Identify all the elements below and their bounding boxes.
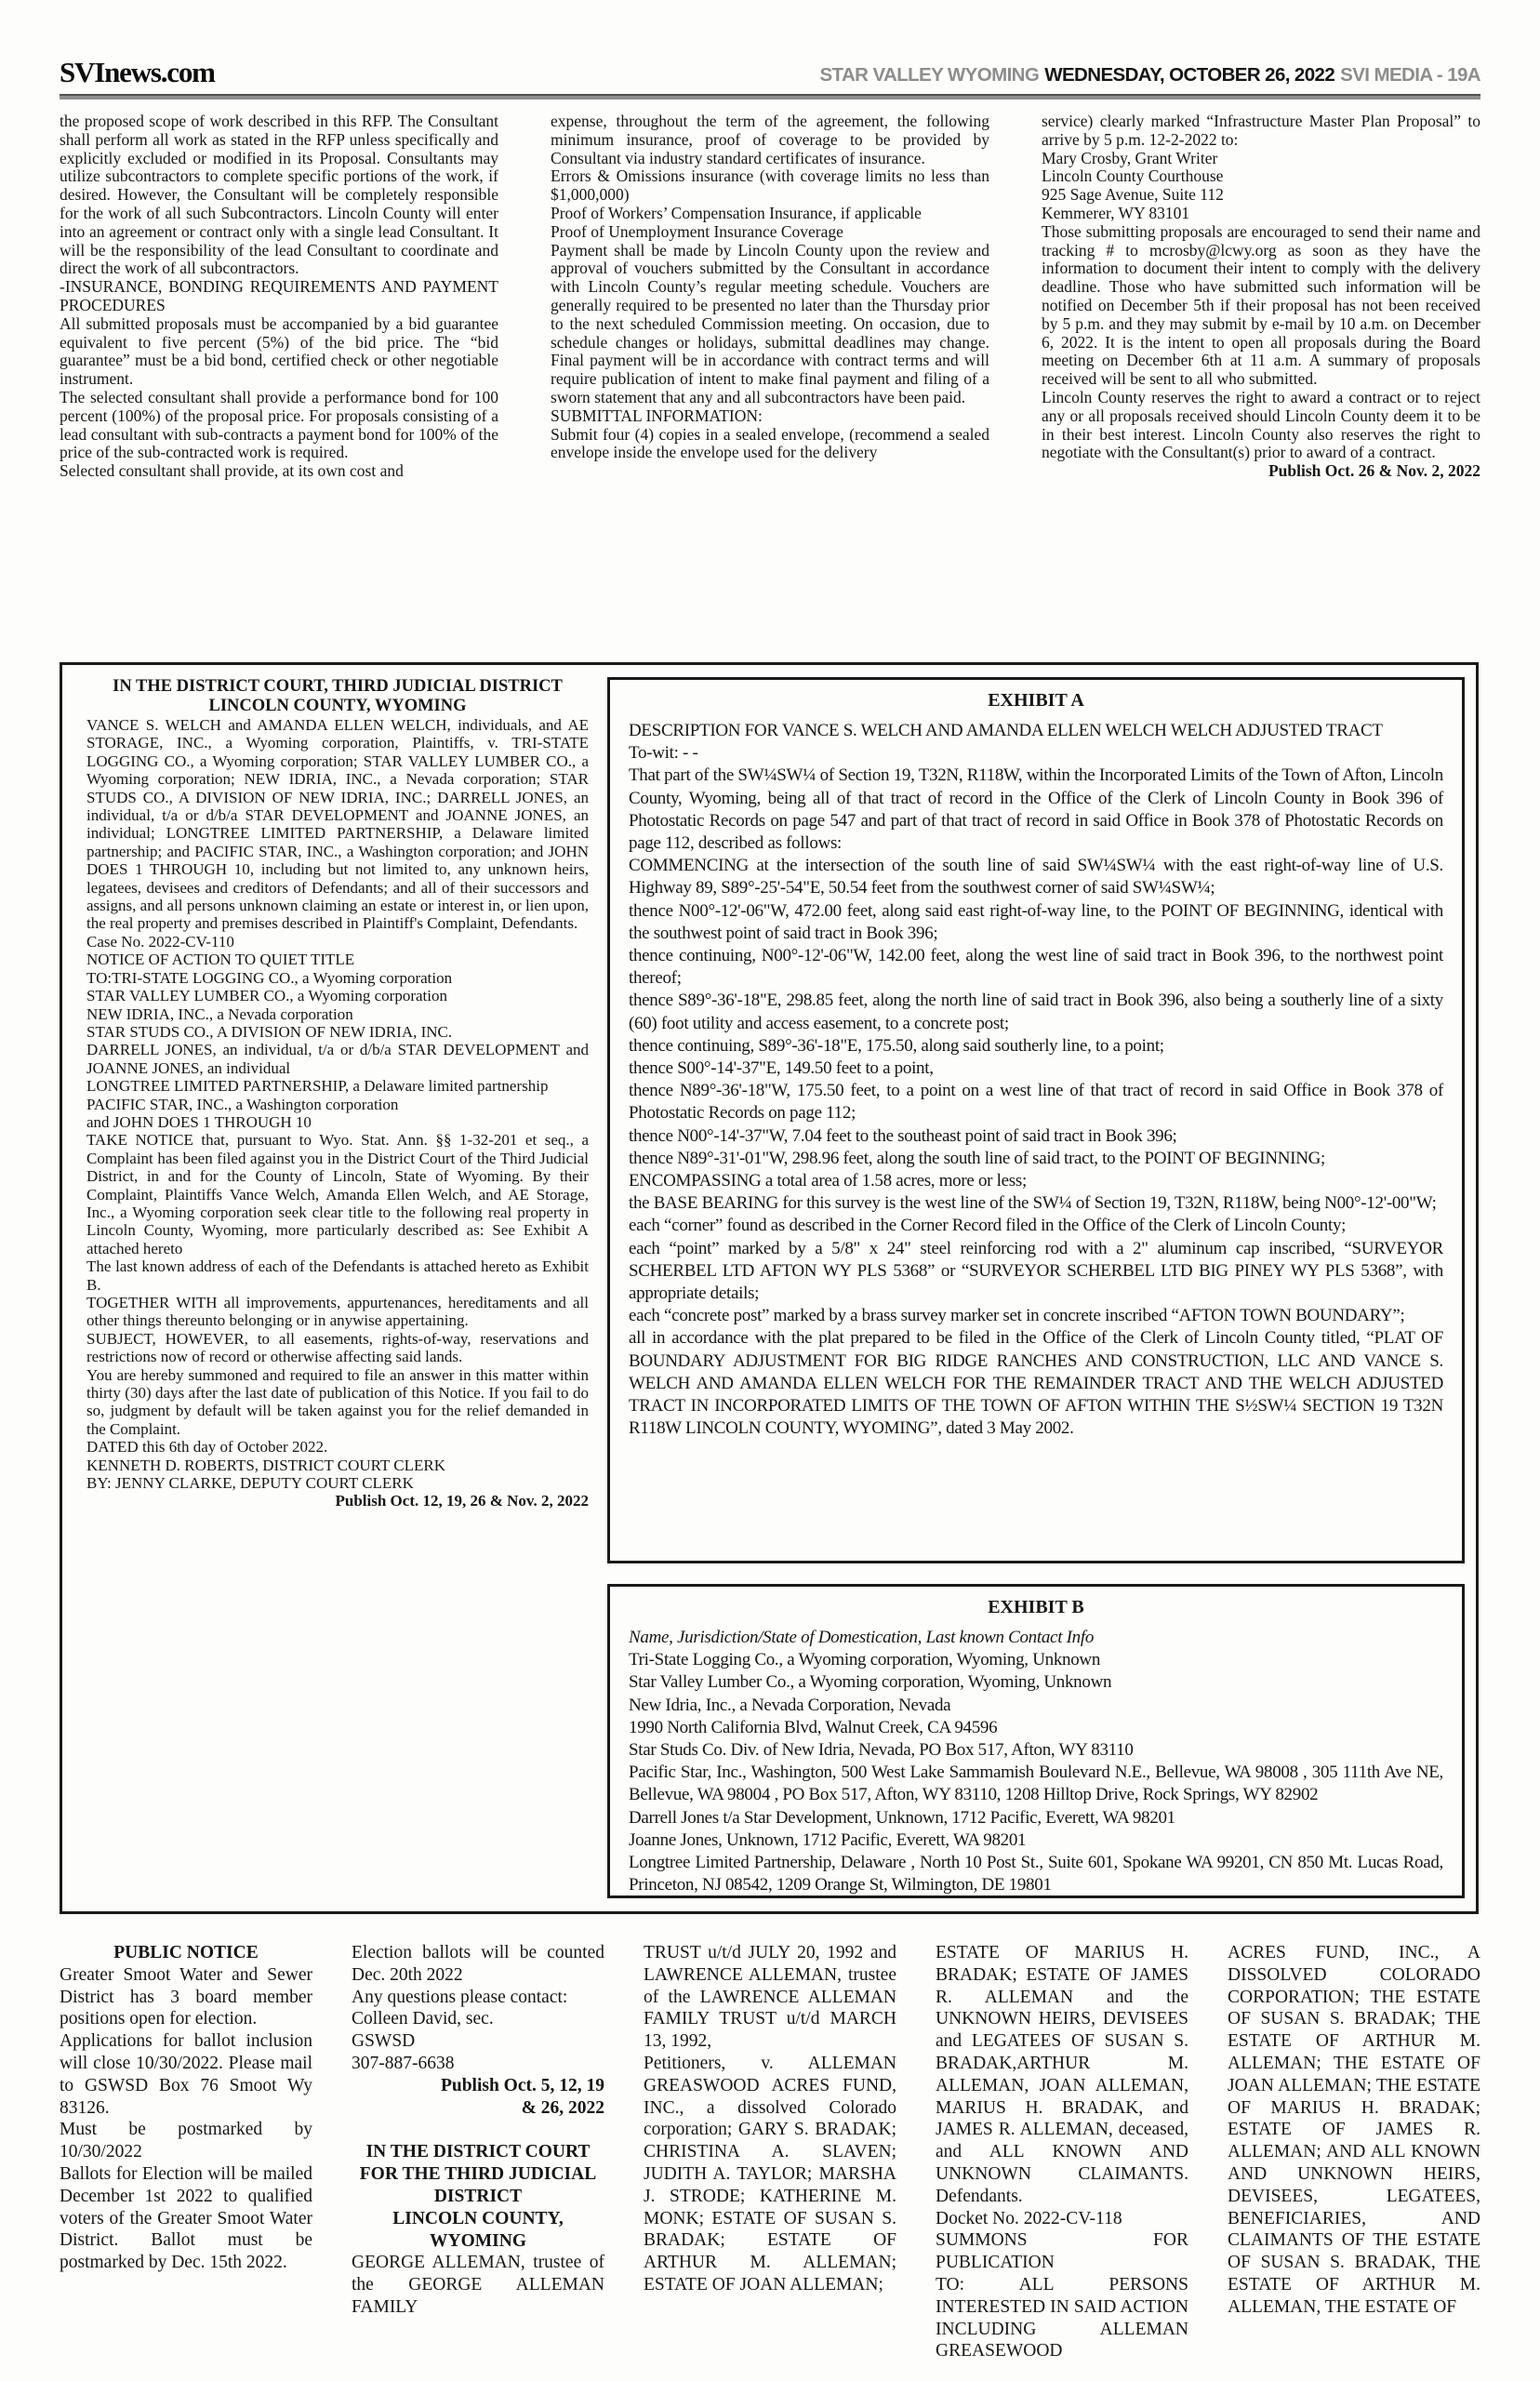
- legal-description-line: the BASE BEARING for this survey is the west line of the SW¼ of Section 19, T32N, R118W, being N00°-12'-00"W;: [629, 1193, 1437, 1214]
- court-heading-line: LINCOLN COUNTY, WYOMING: [208, 697, 467, 715]
- rfp-column-3: [1042, 113, 1480, 481]
- paragraph: Ballots for Election will be mailed December 1st 2022 to qualified voters of the Greater Smoot Water District. Ballot must be postmarked by Dec. 15th 2022.: [60, 2163, 312, 2273]
- publish-line: Publish Oct. 5, 12, 19: [440, 2075, 604, 2095]
- paragraph: Colleen David, sec.: [352, 2009, 494, 2029]
- paragraph: SUMMONS FOR PUBLICATION: [936, 2230, 1188, 2273]
- exhibit-b-entries: [629, 1649, 1443, 1896]
- paragraph: KENNETH D. ROBERTS, DISTRICT COURT CLERK: [86, 1456, 445, 1474]
- paragraph: the proposed scope of work described in this RFP. The Consultant shall perform all work as stated in the RFP unless specifically and explicitly excluded or modified in its Proposal. Consultants may utilize subcontractors to complete specific portions of the work, if desired. However, the Consultant will be completely responsible for the work of all such Subcontractors. Lincoln County will enter into an agreement or contract only with a single lead Consultant. It will be the responsibility of the lead Consultant to coordinate and direct the work of all subcontractors.: [60, 112, 498, 278]
- public-notice-title: PUBLIC NOTICE: [113, 1943, 259, 1962]
- exhibit-a-title: EXHIBIT A: [988, 690, 1084, 711]
- legal-description-line: thence continuing, N00°-12'-06"W, 142.00 feet, along the west line of said tract in Book 396, to the northwest point thereof;: [629, 946, 1443, 989]
- paragraph: All submitted proposals must be accompanied by a bid guarantee equivalent to five percent (5%) of the bid price. The “bid guarantee” must be a bid bond, certified check or other negotiable instrument.: [60, 313, 498, 389]
- legal-description-line: thence S89°-36'-18"E, 298.85 feet, along the north line of said tract in Book 396, also being a southerly line of a sixty (60) foot utility and access easement, to a concrete post;: [629, 991, 1443, 1033]
- legal-description-line: each “concrete post” marked by a brass survey marker set in concrete inscribed “AFTON TOWN BOUNDARY”;: [629, 1306, 1405, 1326]
- paragraph: expense, throughout the term of the agreement, the following minimum insurance, proof of coverage to be provided by Consultant via industry standard certificates of insurance.: [551, 112, 989, 167]
- court-heading-line: LINCOLN COUNTY, WYOMING: [392, 2208, 564, 2251]
- paragraph: TO: ALL PERSONS INTERESTED IN SAID ACTION INCLUDING ALLEMAN GREASEWOOD: [936, 2274, 1188, 2361]
- paragraph: PACIFIC STAR, INC., a Washington corporation: [86, 1095, 399, 1113]
- defendant-address-line: New Idria, Inc., a Nevada Corporation, Nevada: [629, 1695, 951, 1715]
- paragraph: Election ballots will be counted Dec. 20th 2022: [352, 1943, 604, 1985]
- paragraph: Submit four (4) copies in a sealed envelope, (recommend a sealed envelope inside the envelope used for the delivery: [551, 424, 989, 462]
- paragraph: STAR VALLEY LUMBER CO., a Wyoming corporation: [86, 987, 447, 1005]
- paragraph: DARRELL JONES, an individual, t/a or d/b/a STAR DEVELOPMENT and JOANNE JONES, an individual: [86, 1041, 589, 1077]
- paragraph: 925 Sage Avenue, Suite 112: [1042, 185, 1224, 205]
- paragraph: SUBMITTAL INFORMATION:: [551, 406, 763, 425]
- paragraph: Selected consultant shall provide, at its own cost and: [60, 461, 404, 481]
- bottom-column-4: [936, 1942, 1188, 2362]
- paragraph: Docket No. 2022-CV-118: [936, 2208, 1122, 2228]
- legal-description-line: thence N00°-14'-37"W, 7.04 feet to the southeast point of said tract in Book 396;: [629, 1125, 1177, 1146]
- defendant-address-line: Star Studs Co. Div. of New Idria, Nevada, PO Box 517, Afton, WY 83110: [629, 1740, 1134, 1761]
- legal-description-line: thence N00°-12'-06"W, 472.00 feet, along said east right-of-way line, to the POINT OF BEGINNING, identical with the southwest point of said tract in Book 396;: [629, 900, 1443, 943]
- legal-description-line: That part of the SW¼SW¼ of Section 19, T32N, R118W, within the Incorporated Limits of the Town of Afton, Lincoln County, Wyoming, being all of that tract of record in the Office of the Clerk of Lincoln County in Book 396 of Photostatic Records on page 547 and part of that tract of record in said Office in Book 378 of Photostatic Records on page 112, described as follows:: [629, 765, 1443, 854]
- paragraph: Payment shall be made by Lincoln County upon the review and approval of vouchers submitted by the Consultant in accordance with Lincoln County’s regular meeting schedule. Vouchers are generally required to be presented no later than the Thursday prior to the next scheduled Commission meeting. On occasion, due to schedule changes or holidays, submittal deadlines may change. Final payment will be in accordance with contract terms and will require publication of intent to make final payment and filing of a sworn statement that any and all subcontractors have been paid.: [551, 240, 989, 406]
- defendant-address-line: 1990 North California Blvd, Walnut Creek, CA 94596: [629, 1717, 998, 1737]
- exhibit-b-subtitle: Name, Jurisdiction/State of Domestication, Last known Contact Info: [629, 1628, 1095, 1647]
- court-notice-column: [86, 677, 589, 1510]
- legal-description-line: thence continuing, S89°-36'-18"E, 175.50, along said southerly line, to a point;: [629, 1035, 1164, 1056]
- exhibit-a-box: [607, 677, 1465, 1563]
- district-court-notice-box: [60, 662, 1479, 1914]
- paragraph: You are hereby summoned and required to file an answer in this matter within thirty (30) days after the last date of publication of this Notice. If you fail to do so, judgment by default will be taken against you for the relief demanded in the Complaint.: [86, 1365, 589, 1438]
- paragraph: Those submitting proposals are encouraged to send their name and tracking # to mcrosby@lcwy.org as soon as they have the information to document their intent to comply with the delivery deadline. Those who have submitted such information will be notified on December 5th if their proposal has not been received by 5 p.m. and they may submit by e-mail by 10 a.m. on December 6, 2022. It is the intent to open all proposals during the Board meeting on December 6th at 11 a.m. A summary of proposals received will be sent to all who submitted.: [1042, 221, 1480, 389]
- public-notice-column: [60, 1942, 312, 2362]
- paragraph: BY: JENNY CLARKE, DEPUTY COURT CLERK: [86, 1474, 414, 1493]
- header-location: STAR VALLEY WYOMING: [819, 64, 1040, 86]
- paragraph: NEW IDRIA, INC., a Nevada corporation: [86, 1004, 353, 1023]
- publish-line: & 26, 2022: [521, 2097, 604, 2118]
- legal-description-line: each “corner” found as described in the Corner Record filed in the Office of the Clerk of Lincoln County;: [629, 1216, 1347, 1236]
- paragraph: Lincoln County reserves the right to award a contract or to reject any or all proposals received should Lincoln County deem it to be in their best interest. Lincoln County also reserves the right to negotiate with the Consultant(s) prior to award of a contract.: [1042, 387, 1480, 462]
- rfp-column-3-paragraphs: [1042, 113, 1480, 462]
- legal-description-line: To-wit: - -: [629, 743, 698, 764]
- defendant-address-line: Joanne Jones, Unknown, 1712 Pacific, Everett, WA 98201: [629, 1829, 1027, 1850]
- publish-lines: [352, 2075, 604, 2120]
- paragraph: GEORGE ALLEMAN, trustee of the GEORGE ALLEMAN FAMILY: [352, 2253, 604, 2317]
- publish-line: Publish Oct. 12, 19, 26 & Nov. 2, 2022: [335, 1492, 589, 1510]
- paragraph: Mary Crosby, Grant Writer: [1042, 148, 1218, 167]
- exhibit-b-box: [607, 1584, 1465, 1898]
- paragraph: NOTICE OF ACTION TO QUIET TITLE: [86, 951, 355, 969]
- paragraph: Must be postmarked by 10/30/2022: [60, 2120, 312, 2162]
- court-heading-line: IN THE DISTRICT COURT: [365, 2142, 591, 2162]
- exhibit-b-title: EXHIBIT B: [988, 1597, 1084, 1617]
- paragraph: Applications for ballot inclusion will close 10/30/2022. Please mail to GSWSD Box 76 Smoot Wy 83126.: [60, 2031, 312, 2118]
- paragraph: TAKE NOTICE that, pursuant to Wyo. Stat. Ann. §§ 1-32-201 et seq., a Complaint has been filed against you in the District Court of the Third Judicial District, in and for the County of Lincoln, State of Wyoming. By their Complaint, Plaintiffs Vance Welch, Amanda Ellen Welch, and AE Storage, Inc., a Wyoming corporation seek clear title to the following real property in Lincoln County, Wyoming, more particularly described as: See Exhibit A attached hereto: [86, 1131, 589, 1257]
- paragraph: Kemmerer, WY 83101: [1042, 203, 1190, 222]
- defendant-address-line: Pacific Star, Inc., Washington, 500 West Lake Sammamish Boulevard N.E., Bellevue, WA 98008 , 305 111th Ave NE, Bellevue, WA 98004 , PO Box 517, Afton, WY 83110, 1208 Hilltop Drive, Rock Springs, WY 82902: [629, 1762, 1443, 1805]
- paragraph: 307-887-6638: [352, 2053, 455, 2073]
- court-heading-line: FOR THE THIRD JUDICIAL: [359, 2164, 597, 2185]
- court-heading-lines: [352, 2141, 604, 2252]
- defendant-address-line: Longtree Limited Partnership, Delaware , North 10 Post St., Suite 601, Spokane WA 99201, CN 850 Mt. Lucas Road, Princeton, NJ 08542, 1209 Orange St, Wilmington, DE 19801: [629, 1853, 1443, 1895]
- legal-description-line: ENCOMPASSING a total area of 1.58 acres, more or less;: [629, 1171, 1027, 1191]
- column-2-paragraphs: [352, 1942, 604, 2075]
- paragraph: and JOHN DOES 1 THROUGH 10: [86, 1112, 312, 1131]
- header-dateline: [819, 64, 1480, 89]
- court-notice-paragraphs: [86, 716, 589, 1492]
- defendant-address-line: Star Valley Lumber Co., a Wyoming corporation, Wyoming, Unknown: [629, 1672, 1112, 1693]
- rfp-notice-section: [60, 113, 1480, 481]
- paragraph: TRUST u/t/d JULY 20, 1992 and LAWRENCE ALLEMAN, trustee of the LAWRENCE ALLEMAN FAMILY TRUST u/t/d MARCH 13, 1992,: [644, 1943, 896, 2052]
- court-heading-line: DISTRICT: [433, 2186, 523, 2206]
- paragraph: Any questions please contact:: [352, 1987, 568, 2007]
- paragraph: The last known address of each of the Defendants is attached hereto as Exhibit B.: [86, 1257, 589, 1294]
- paragraph: ACRES FUND, INC., A DISSOLVED COLORADO CORPORATION; THE ESTATE OF SUSAN S. BRADAK; THE ESTATE OF ARTHUR M. ALLEMAN; THE ESTATE OF JOAN ALLEMAN; THE ESTATE OF MARIUS H. BRADAK; ESTATE OF JAMES R. ALLEMAN; AND ALL KNOWN AND UNKNOWN HEIRS, DEVISEES, LEGATEES, BENEFICIARIES, AND CLAIMANTS OF THE ESTATE OF SUSAN S. BRADAK, THE ESTATE OF ARTHUR M. ALLEMAN, THE ESTATE OF: [1228, 1943, 1480, 2317]
- paragraph: ESTATE OF MARIUS H. BRADAK; ESTATE OF JAMES R. ALLEMAN and the UNKNOWN HEIRS, DEVISEES and LEGATEES OF SUSAN S. BRADAK,ARTHUR M. ALLEMAN, JOAN ALLEMAN, MARIUS H. BRADAK, and JAMES R. ALLEMAN, deceased, and ALL KNOWN AND UNKNOWN CLAIMANTS. Defendants.: [936, 1943, 1188, 2206]
- paragraph: DATED this 6th day of October 2022.: [86, 1438, 328, 1457]
- bottom-notices-section: [60, 1942, 1480, 2362]
- paragraph: SUBJECT, HOWEVER, to all easements, rights-of-way, reservations and restrictions now of record or otherwise affecting said lands.: [86, 1329, 589, 1366]
- rfp-column-2: [551, 113, 989, 481]
- public-notice-paragraphs: [60, 1964, 312, 2274]
- court-heading-line: IN THE DISTRICT COURT, THIRD JUDICIAL DISTRICT: [113, 677, 563, 696]
- paragraph: The selected consultant shall provide a performance bond for 100 percent (100%) of the proposal price. For proposals consisting of a lead consultant with sub-contracts a payment bond for 100% of the price of the sub-contracted work is required.: [60, 387, 498, 462]
- paragraph: -INSURANCE, BONDING REQUIREMENTS AND PAYMENT PROCEDURES: [60, 277, 498, 314]
- exhibit-a-body: [629, 720, 1443, 1441]
- defendant-address-line: Tri-State Logging Co., a Wyoming corporation, Wyoming, Unknown: [629, 1650, 1101, 1670]
- legal-description-line: COMMENCING at the intersection of the south line of said SW¼SW¼ with the east right-of-way line of U.S. Highway 89, S89°-25'-54"E, 50.54 feet from the southwest corner of said SW¼SW¼;: [629, 856, 1443, 898]
- paragraph: TO:TRI-STATE LOGGING CO., a Wyoming corporation: [86, 968, 453, 987]
- rfp-column-1: [60, 113, 498, 481]
- paragraph: VANCE S. WELCH and AMANDA ELLEN WELCH, individuals, and AE STORAGE, INC., a Wyoming corporation, Plaintiffs, v. TRI-STATE LOGGING CO., a Wyoming corporation; STAR VALLEY LUMBER CO., a Wyoming corporation; NEW IDRIA, INC., a Nevada corporation; STAR STUDS CO., A DIVISION OF NEW IDRIA, INC.; DARRELL JONES, an individual, t/a or d/b/a STAR DEVELOPMENT and JOANNE JONES, an individual; LONGTREE LIMITED PARTNERSHIP, a Delaware limited partnership; and PACIFIC STAR, INC., a Washington corporation; and JOHN DOES 1 THROUGH 10, including but not limited to, any unknown heirs, legatees, devisees and creditors of Defendants; and all of their successors and assigns, and all persons unknown claiming an estate or interest in, or lien upon, the real property and premises described in Plaintiff's Complaint, Defendants.: [86, 716, 589, 933]
- legal-description-line: thence N89°-31'-01"W, 298.96 feet, along the south line of said tract, to the POINT OF BEGINNING;: [629, 1148, 1326, 1168]
- header-rule: [60, 94, 1480, 100]
- legal-description-line: DESCRIPTION FOR VANCE S. WELCH AND AMANDA ELLEN WELCH WELCH ADJUSTED TRACT: [629, 721, 1383, 740]
- masthead-logo: SVInews.com: [60, 56, 215, 88]
- paragraph: Greater Smoot Water and Sewer District has 3 board member positions open for election.: [60, 1964, 312, 2029]
- paragraph: Petitioners, v. ALLEMAN GREASWOOD ACRES FUND, INC., a dissolved Colorado corporation; GARY S. BRADAK; CHRISTINA A. SLAVEN; JUDITH A. TAYLOR; MARSHA J. STRODE; KATHERINE M. MONK; ESTATE OF SUSAN S. BRADAK; ESTATE OF ARTHUR M. ALLEMAN; ESTATE OF JOAN ALLEMAN;: [644, 2053, 896, 2295]
- legal-description-line: thence N89°-36'-18"W, 175.50 feet, to a point on a west line of that tract of record in said Office in Book 378 of Photostatic Records on page 112;: [629, 1081, 1443, 1124]
- bottom-column-3: [644, 1942, 896, 2362]
- paragraph: TOGETHER WITH all improvements, appurtenances, hereditaments and all other things thereunto belonging or in anywise appertaining.: [86, 1294, 589, 1330]
- paragraph: Proof of Workers’ Compensation Insurance, if applicable: [551, 203, 922, 222]
- legal-description-line: each “point” marked by a 5/8" x 24" steel reinforcing rod with a 2" aluminum cap inscribed, “SURVEYOR SCHERBEL LTD AFTON WY PLS 5368” or “SURVEYOR SCHERBEL LTD BIG PINEY WY PLS 5368”, with appropriate details;: [629, 1238, 1443, 1304]
- court-notice-headings: [86, 677, 589, 716]
- paragraph: Case No. 2022-CV-110: [86, 932, 234, 951]
- legal-description-line: thence S00°-14'-37"E, 149.50 feet to a point,: [629, 1058, 934, 1079]
- header-date: WEDNESDAY, OCTOBER 26, 2022: [1044, 64, 1335, 86]
- paragraph: Lincoln County Courthouse: [1042, 166, 1224, 186]
- paragraph: STAR STUDS CO., A DIVISION OF NEW IDRIA, INC.: [86, 1022, 453, 1041]
- page-header: [60, 56, 1480, 89]
- paragraph: Proof of Unemployment Insurance Coverage: [551, 221, 843, 241]
- publish-line: Publish Oct. 26 & Nov. 2, 2022: [1268, 461, 1480, 481]
- legal-description-line: all in accordance with the plat prepared to be filed in the Office of the Clerk of Lincoln County titled, “PLAT OF BOUNDARY ADJUSTMENT FOR BIG RIDGE RANCHES AND CONSTRUCTION, LLC AND VANCE S. WELCH AND AMANDA ELLEN WELCH FOR THE REMAINDER TRACT AND THE WELCH ADJUSTED TRACT IN INCORPORATED LIMITS OF THE TOWN OF AFTON WITHIN THE S½SW¼ SECTION 19 T32N R118W LINCOLN COUNTY, WYOMING”, dated 3 May 2002.: [629, 1328, 1443, 1439]
- defendant-address-line: Darrell Jones t/a Star Development, Unknown, 1712 Pacific, Everett, WA 98201: [629, 1807, 1175, 1828]
- header-page-number: SVI MEDIA - 19A: [1340, 64, 1480, 86]
- paragraph: LONGTREE LIMITED PARTNERSHIP, a Delaware limited partnership: [86, 1077, 549, 1096]
- paragraph: GSWSD: [352, 2031, 416, 2052]
- bottom-column-2: [352, 1942, 604, 2362]
- bottom-column-5: [1228, 1942, 1480, 2362]
- paragraph: service) clearly marked “Infrastructure Master Plan Proposal” to arrive by 5 p.m. 12-2-2022 to:: [1042, 112, 1480, 149]
- paragraph: Errors & Omissions insurance (with coverage limits no less than $1,000,000): [551, 166, 989, 205]
